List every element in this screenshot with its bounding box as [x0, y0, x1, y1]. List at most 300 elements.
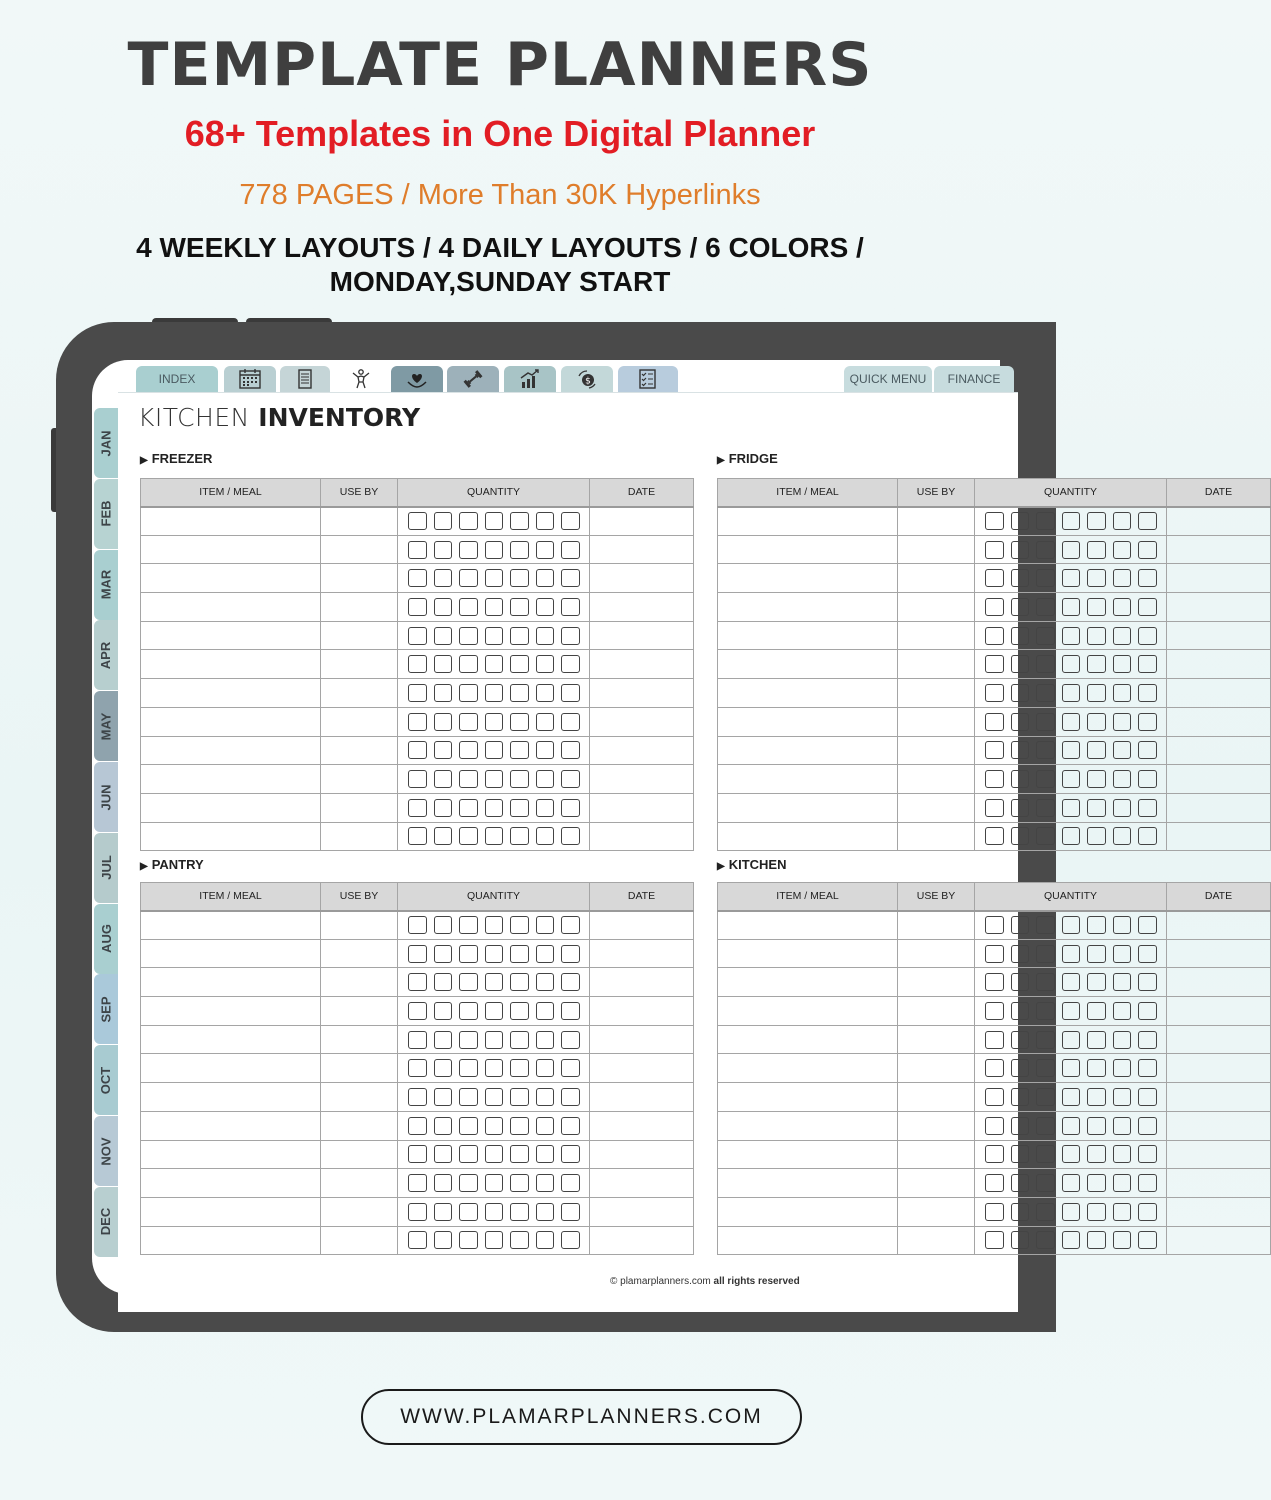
quantity-checkbox[interactable] [1087, 916, 1106, 934]
quantity-checkbox[interactable] [434, 945, 453, 963]
quantity-checkbox[interactable] [1138, 827, 1157, 845]
quantity-checkbox[interactable] [1087, 569, 1106, 587]
date-cell[interactable] [590, 939, 694, 968]
use-by-cell[interactable] [321, 1083, 398, 1112]
item-cell[interactable] [141, 1197, 321, 1226]
quantity-checkbox[interactable] [1011, 627, 1030, 645]
quantity-checkbox[interactable] [434, 1203, 453, 1221]
use-by-cell[interactable] [898, 1025, 975, 1054]
item-cell[interactable] [141, 1226, 321, 1255]
quantity-checkbox[interactable] [408, 627, 427, 645]
date-cell[interactable] [1167, 1111, 1271, 1140]
date-cell[interactable] [590, 1226, 694, 1255]
quantity-checkbox[interactable] [459, 541, 478, 559]
month-tab-feb[interactable] [94, 479, 118, 549]
quantity-checkbox[interactable] [536, 569, 555, 587]
date-cell[interactable] [590, 621, 694, 650]
use-by-cell[interactable] [898, 822, 975, 851]
quantity-checkbox[interactable] [985, 1174, 1004, 1192]
quantity-checkbox[interactable] [561, 1231, 580, 1249]
quantity-checkbox[interactable] [434, 541, 453, 559]
quantity-checkbox[interactable] [459, 627, 478, 645]
quantity-checkbox[interactable] [485, 1031, 504, 1049]
quantity-checkbox[interactable] [1062, 1231, 1081, 1249]
use-by-cell[interactable] [321, 679, 398, 708]
quantity-checkbox[interactable] [459, 569, 478, 587]
quantity-checkbox[interactable] [985, 655, 1004, 673]
quantity-checkbox[interactable] [408, 916, 427, 934]
item-cell[interactable] [141, 939, 321, 968]
tab-finance[interactable] [934, 366, 1014, 392]
quantity-checkbox[interactable] [1113, 827, 1132, 845]
quantity-checkbox[interactable] [408, 541, 427, 559]
quantity-checkbox[interactable] [408, 1117, 427, 1135]
quantity-checkbox[interactable] [1036, 1059, 1055, 1077]
quantity-checkbox[interactable] [510, 1002, 529, 1020]
quantity-checkbox[interactable] [408, 1145, 427, 1163]
month-tab-sep[interactable] [94, 974, 118, 1044]
quantity-checkbox[interactable] [434, 1117, 453, 1135]
quantity-checkbox[interactable] [1138, 1031, 1157, 1049]
quantity-checkbox[interactable] [561, 1117, 580, 1135]
quantity-checkbox[interactable] [459, 1174, 478, 1192]
quantity-checkbox[interactable] [561, 1059, 580, 1077]
quantity-checkbox[interactable] [1036, 1203, 1055, 1221]
quantity-checkbox[interactable] [1062, 1145, 1081, 1163]
item-cell[interactable] [141, 765, 321, 794]
item-cell[interactable] [718, 1054, 898, 1083]
tab-index[interactable] [136, 366, 218, 392]
quantity-checkbox[interactable] [1062, 541, 1081, 559]
quantity-checkbox[interactable] [1036, 1231, 1055, 1249]
date-cell[interactable] [1167, 793, 1271, 822]
quantity-checkbox[interactable] [459, 1031, 478, 1049]
date-cell[interactable] [590, 1111, 694, 1140]
quantity-checkbox[interactable] [561, 770, 580, 788]
quantity-checkbox[interactable] [1113, 655, 1132, 673]
quantity-checkbox[interactable] [459, 1203, 478, 1221]
quantity-checkbox[interactable] [1113, 916, 1132, 934]
quantity-checkbox[interactable] [510, 1031, 529, 1049]
item-cell[interactable] [141, 1140, 321, 1169]
quantity-checkbox[interactable] [561, 512, 580, 530]
quantity-checkbox[interactable] [510, 1231, 529, 1249]
date-cell[interactable] [1167, 997, 1271, 1026]
quantity-checkbox[interactable] [561, 627, 580, 645]
quantity-checkbox[interactable] [985, 1088, 1004, 1106]
month-tab-aug[interactable] [94, 904, 118, 974]
quantity-checkbox[interactable] [1036, 713, 1055, 731]
quantity-checkbox[interactable] [1138, 973, 1157, 991]
quantity-checkbox[interactable] [536, 1174, 555, 1192]
item-cell[interactable] [718, 793, 898, 822]
quantity-checkbox[interactable] [1113, 713, 1132, 731]
quantity-checkbox[interactable] [1011, 1088, 1030, 1106]
quantity-checkbox[interactable] [485, 827, 504, 845]
quantity-checkbox[interactable] [1087, 1117, 1106, 1135]
quantity-checkbox[interactable] [510, 945, 529, 963]
date-cell[interactable] [590, 968, 694, 997]
quantity-checkbox[interactable] [536, 1002, 555, 1020]
quantity-checkbox[interactable] [510, 741, 529, 759]
item-cell[interactable] [718, 997, 898, 1026]
item-cell[interactable] [141, 968, 321, 997]
use-by-cell[interactable] [321, 939, 398, 968]
quantity-checkbox[interactable] [985, 569, 1004, 587]
date-cell[interactable] [1167, 564, 1271, 593]
quantity-checkbox[interactable] [1062, 512, 1081, 530]
quantity-checkbox[interactable] [985, 770, 1004, 788]
quantity-checkbox[interactable] [1087, 1174, 1106, 1192]
item-cell[interactable] [141, 736, 321, 765]
quantity-checkbox[interactable] [434, 627, 453, 645]
quantity-checkbox[interactable] [485, 1145, 504, 1163]
quantity-checkbox[interactable] [1062, 1002, 1081, 1020]
quantity-checkbox[interactable] [985, 1117, 1004, 1135]
quantity-checkbox[interactable] [1113, 569, 1132, 587]
quantity-checkbox[interactable] [1011, 1174, 1030, 1192]
quantity-checkbox[interactable] [1062, 655, 1081, 673]
quantity-checkbox[interactable] [561, 1203, 580, 1221]
quantity-checkbox[interactable] [1087, 973, 1106, 991]
quantity-checkbox[interactable] [1113, 1174, 1132, 1192]
use-by-cell[interactable] [898, 1140, 975, 1169]
quantity-checkbox[interactable] [434, 713, 453, 731]
quantity-checkbox[interactable] [510, 569, 529, 587]
quantity-checkbox[interactable] [1011, 1231, 1030, 1249]
quantity-checkbox[interactable] [459, 827, 478, 845]
use-by-cell[interactable] [898, 650, 975, 679]
quantity-checkbox[interactable] [434, 1031, 453, 1049]
quantity-checkbox[interactable] [1062, 598, 1081, 616]
quantity-checkbox[interactable] [459, 684, 478, 702]
item-cell[interactable] [718, 707, 898, 736]
month-tab-jan[interactable] [94, 408, 118, 478]
quantity-checkbox[interactable] [1062, 973, 1081, 991]
quantity-checkbox[interactable] [459, 741, 478, 759]
item-cell[interactable] [141, 507, 321, 536]
quantity-checkbox[interactable] [1138, 598, 1157, 616]
tab-fitness[interactable] [335, 366, 387, 392]
quantity-checkbox[interactable] [1036, 973, 1055, 991]
use-by-cell[interactable] [321, 707, 398, 736]
quantity-checkbox[interactable] [536, 713, 555, 731]
quantity-checkbox[interactable] [536, 655, 555, 673]
quantity-checkbox[interactable] [459, 945, 478, 963]
date-cell[interactable] [590, 822, 694, 851]
quantity-checkbox[interactable] [1113, 1088, 1132, 1106]
quantity-checkbox[interactable] [561, 655, 580, 673]
quantity-checkbox[interactable] [1036, 945, 1055, 963]
quantity-checkbox[interactable] [1087, 827, 1106, 845]
quantity-checkbox[interactable] [1138, 713, 1157, 731]
quantity-checkbox[interactable] [1113, 770, 1132, 788]
use-by-cell[interactable] [898, 621, 975, 650]
quantity-checkbox[interactable] [510, 1174, 529, 1192]
item-cell[interactable] [141, 793, 321, 822]
date-cell[interactable] [1167, 911, 1271, 940]
quantity-checkbox[interactable] [408, 1031, 427, 1049]
quantity-checkbox[interactable] [510, 799, 529, 817]
tab-workout[interactable] [447, 366, 499, 392]
quantity-checkbox[interactable] [536, 684, 555, 702]
tab-health[interactable] [391, 366, 443, 392]
quantity-checkbox[interactable] [1113, 1031, 1132, 1049]
item-cell[interactable] [718, 968, 898, 997]
item-cell[interactable] [718, 1169, 898, 1198]
date-cell[interactable] [1167, 507, 1271, 536]
date-cell[interactable] [590, 736, 694, 765]
quantity-checkbox[interactable] [1036, 1031, 1055, 1049]
quantity-checkbox[interactable] [434, 598, 453, 616]
use-by-cell[interactable] [321, 968, 398, 997]
quantity-checkbox[interactable] [434, 1059, 453, 1077]
use-by-cell[interactable] [898, 793, 975, 822]
quantity-checkbox[interactable] [985, 916, 1004, 934]
date-cell[interactable] [1167, 1169, 1271, 1198]
use-by-cell[interactable] [321, 507, 398, 536]
date-cell[interactable] [590, 1025, 694, 1054]
use-by-cell[interactable] [898, 1169, 975, 1198]
use-by-cell[interactable] [898, 679, 975, 708]
quantity-checkbox[interactable] [408, 1231, 427, 1249]
quantity-checkbox[interactable] [408, 1088, 427, 1106]
quantity-checkbox[interactable] [510, 1203, 529, 1221]
quantity-checkbox[interactable] [1087, 1031, 1106, 1049]
quantity-checkbox[interactable] [485, 1174, 504, 1192]
quantity-checkbox[interactable] [434, 684, 453, 702]
item-cell[interactable] [718, 679, 898, 708]
quantity-checkbox[interactable] [985, 1031, 1004, 1049]
quantity-checkbox[interactable] [561, 973, 580, 991]
use-by-cell[interactable] [898, 736, 975, 765]
use-by-cell[interactable] [321, 911, 398, 940]
quantity-checkbox[interactable] [485, 945, 504, 963]
quantity-checkbox[interactable] [434, 973, 453, 991]
quantity-checkbox[interactable] [1087, 945, 1106, 963]
quantity-checkbox[interactable] [408, 684, 427, 702]
date-cell[interactable] [1167, 1197, 1271, 1226]
quantity-checkbox[interactable] [459, 973, 478, 991]
quantity-checkbox[interactable] [1011, 741, 1030, 759]
item-cell[interactable] [141, 564, 321, 593]
quantity-checkbox[interactable] [1036, 1088, 1055, 1106]
quantity-checkbox[interactable] [536, 1231, 555, 1249]
quantity-checkbox[interactable] [1138, 655, 1157, 673]
quantity-checkbox[interactable] [1113, 684, 1132, 702]
quantity-checkbox[interactable] [536, 1145, 555, 1163]
date-cell[interactable] [590, 707, 694, 736]
date-cell[interactable] [590, 997, 694, 1026]
quantity-checkbox[interactable] [485, 655, 504, 673]
quantity-checkbox[interactable] [561, 799, 580, 817]
quantity-checkbox[interactable] [1138, 945, 1157, 963]
quantity-checkbox[interactable] [485, 569, 504, 587]
date-cell[interactable] [590, 1083, 694, 1112]
use-by-cell[interactable] [898, 535, 975, 564]
use-by-cell[interactable] [898, 593, 975, 622]
quantity-checkbox[interactable] [1113, 799, 1132, 817]
quantity-checkbox[interactable] [561, 598, 580, 616]
quantity-checkbox[interactable] [434, 655, 453, 673]
quantity-checkbox[interactable] [408, 512, 427, 530]
quantity-checkbox[interactable] [510, 512, 529, 530]
quantity-checkbox[interactable] [1113, 1117, 1132, 1135]
quantity-checkbox[interactable] [561, 541, 580, 559]
quantity-checkbox[interactable] [510, 713, 529, 731]
use-by-cell[interactable] [898, 1111, 975, 1140]
quantity-checkbox[interactable] [459, 1231, 478, 1249]
quantity-checkbox[interactable] [485, 1002, 504, 1020]
quantity-checkbox[interactable] [1062, 1174, 1081, 1192]
item-cell[interactable] [141, 1169, 321, 1198]
quantity-checkbox[interactable] [485, 741, 504, 759]
quantity-checkbox[interactable] [485, 973, 504, 991]
quantity-checkbox[interactable] [1087, 541, 1106, 559]
quantity-checkbox[interactable] [1087, 713, 1106, 731]
quantity-checkbox[interactable] [1011, 916, 1030, 934]
quantity-checkbox[interactable] [1113, 1231, 1132, 1249]
quantity-checkbox[interactable] [536, 973, 555, 991]
quantity-checkbox[interactable] [1113, 627, 1132, 645]
quantity-checkbox[interactable] [459, 799, 478, 817]
date-cell[interactable] [1167, 621, 1271, 650]
item-cell[interactable] [718, 535, 898, 564]
quantity-checkbox[interactable] [1087, 1059, 1106, 1077]
item-cell[interactable] [141, 911, 321, 940]
quantity-checkbox[interactable] [485, 770, 504, 788]
quantity-checkbox[interactable] [1138, 541, 1157, 559]
quantity-checkbox[interactable] [1011, 799, 1030, 817]
quantity-checkbox[interactable] [536, 627, 555, 645]
use-by-cell[interactable] [898, 564, 975, 593]
use-by-cell[interactable] [321, 535, 398, 564]
quantity-checkbox[interactable] [434, 770, 453, 788]
item-cell[interactable] [718, 507, 898, 536]
quantity-checkbox[interactable] [1036, 1002, 1055, 1020]
quantity-checkbox[interactable] [485, 1231, 504, 1249]
quantity-checkbox[interactable] [561, 713, 580, 731]
quantity-checkbox[interactable] [510, 1088, 529, 1106]
quantity-checkbox[interactable] [1036, 541, 1055, 559]
quantity-checkbox[interactable] [434, 916, 453, 934]
quantity-checkbox[interactable] [459, 655, 478, 673]
date-cell[interactable] [1167, 679, 1271, 708]
quantity-checkbox[interactable] [536, 945, 555, 963]
quantity-checkbox[interactable] [1138, 512, 1157, 530]
quantity-checkbox[interactable] [985, 713, 1004, 731]
quantity-checkbox[interactable] [1062, 916, 1081, 934]
quantity-checkbox[interactable] [485, 916, 504, 934]
quantity-checkbox[interactable] [1011, 684, 1030, 702]
date-cell[interactable] [1167, 765, 1271, 794]
use-by-cell[interactable] [898, 707, 975, 736]
date-cell[interactable] [1167, 1140, 1271, 1169]
quantity-checkbox[interactable] [510, 770, 529, 788]
quantity-checkbox[interactable] [536, 1203, 555, 1221]
quantity-checkbox[interactable] [1138, 569, 1157, 587]
quantity-checkbox[interactable] [985, 741, 1004, 759]
quantity-checkbox[interactable] [536, 1059, 555, 1077]
quantity-checkbox[interactable] [1087, 1002, 1106, 1020]
quantity-checkbox[interactable] [1062, 1059, 1081, 1077]
quantity-checkbox[interactable] [1062, 741, 1081, 759]
quantity-checkbox[interactable] [1113, 541, 1132, 559]
quantity-checkbox[interactable] [1113, 512, 1132, 530]
date-cell[interactable] [1167, 968, 1271, 997]
item-cell[interactable] [141, 822, 321, 851]
quantity-checkbox[interactable] [408, 1203, 427, 1221]
quantity-checkbox[interactable] [536, 827, 555, 845]
quantity-checkbox[interactable] [985, 1203, 1004, 1221]
item-cell[interactable] [718, 650, 898, 679]
quantity-checkbox[interactable] [561, 1088, 580, 1106]
item-cell[interactable] [718, 765, 898, 794]
use-by-cell[interactable] [321, 1197, 398, 1226]
quantity-checkbox[interactable] [985, 598, 1004, 616]
quantity-checkbox[interactable] [1011, 598, 1030, 616]
quantity-checkbox[interactable] [1113, 598, 1132, 616]
quantity-checkbox[interactable] [485, 1203, 504, 1221]
quantity-checkbox[interactable] [1011, 512, 1030, 530]
quantity-checkbox[interactable] [1011, 1203, 1030, 1221]
item-cell[interactable] [718, 939, 898, 968]
quantity-checkbox[interactable] [1011, 541, 1030, 559]
item-cell[interactable] [718, 593, 898, 622]
item-cell[interactable] [718, 1083, 898, 1112]
quantity-checkbox[interactable] [1087, 1145, 1106, 1163]
quantity-checkbox[interactable] [1036, 1174, 1055, 1192]
quantity-checkbox[interactable] [561, 916, 580, 934]
quantity-checkbox[interactable] [1087, 655, 1106, 673]
month-tab-dec[interactable] [94, 1187, 118, 1257]
quantity-checkbox[interactable] [985, 541, 1004, 559]
quantity-checkbox[interactable] [985, 827, 1004, 845]
date-cell[interactable] [590, 1140, 694, 1169]
quantity-checkbox[interactable] [561, 1145, 580, 1163]
item-cell[interactable] [141, 1111, 321, 1140]
item-cell[interactable] [718, 1197, 898, 1226]
quantity-checkbox[interactable] [1138, 916, 1157, 934]
use-by-cell[interactable] [321, 822, 398, 851]
date-cell[interactable] [1167, 939, 1271, 968]
quantity-checkbox[interactable] [1011, 1002, 1030, 1020]
use-by-cell[interactable] [898, 1226, 975, 1255]
quantity-checkbox[interactable] [1138, 627, 1157, 645]
month-tab-mar[interactable] [94, 550, 118, 620]
quantity-checkbox[interactable] [1087, 598, 1106, 616]
date-cell[interactable] [590, 1197, 694, 1226]
item-cell[interactable] [141, 621, 321, 650]
use-by-cell[interactable] [898, 1054, 975, 1083]
quantity-checkbox[interactable] [536, 799, 555, 817]
date-cell[interactable] [1167, 707, 1271, 736]
quantity-checkbox[interactable] [1011, 1059, 1030, 1077]
use-by-cell[interactable] [321, 1169, 398, 1198]
item-cell[interactable] [141, 679, 321, 708]
item-cell[interactable] [141, 650, 321, 679]
date-cell[interactable] [1167, 650, 1271, 679]
quantity-checkbox[interactable] [485, 541, 504, 559]
date-cell[interactable] [1167, 1054, 1271, 1083]
quantity-checkbox[interactable] [485, 684, 504, 702]
quantity-checkbox[interactable] [985, 799, 1004, 817]
quantity-checkbox[interactable] [1087, 1231, 1106, 1249]
quantity-checkbox[interactable] [536, 770, 555, 788]
quantity-checkbox[interactable] [1113, 741, 1132, 759]
use-by-cell[interactable] [321, 1054, 398, 1083]
quantity-checkbox[interactable] [485, 512, 504, 530]
